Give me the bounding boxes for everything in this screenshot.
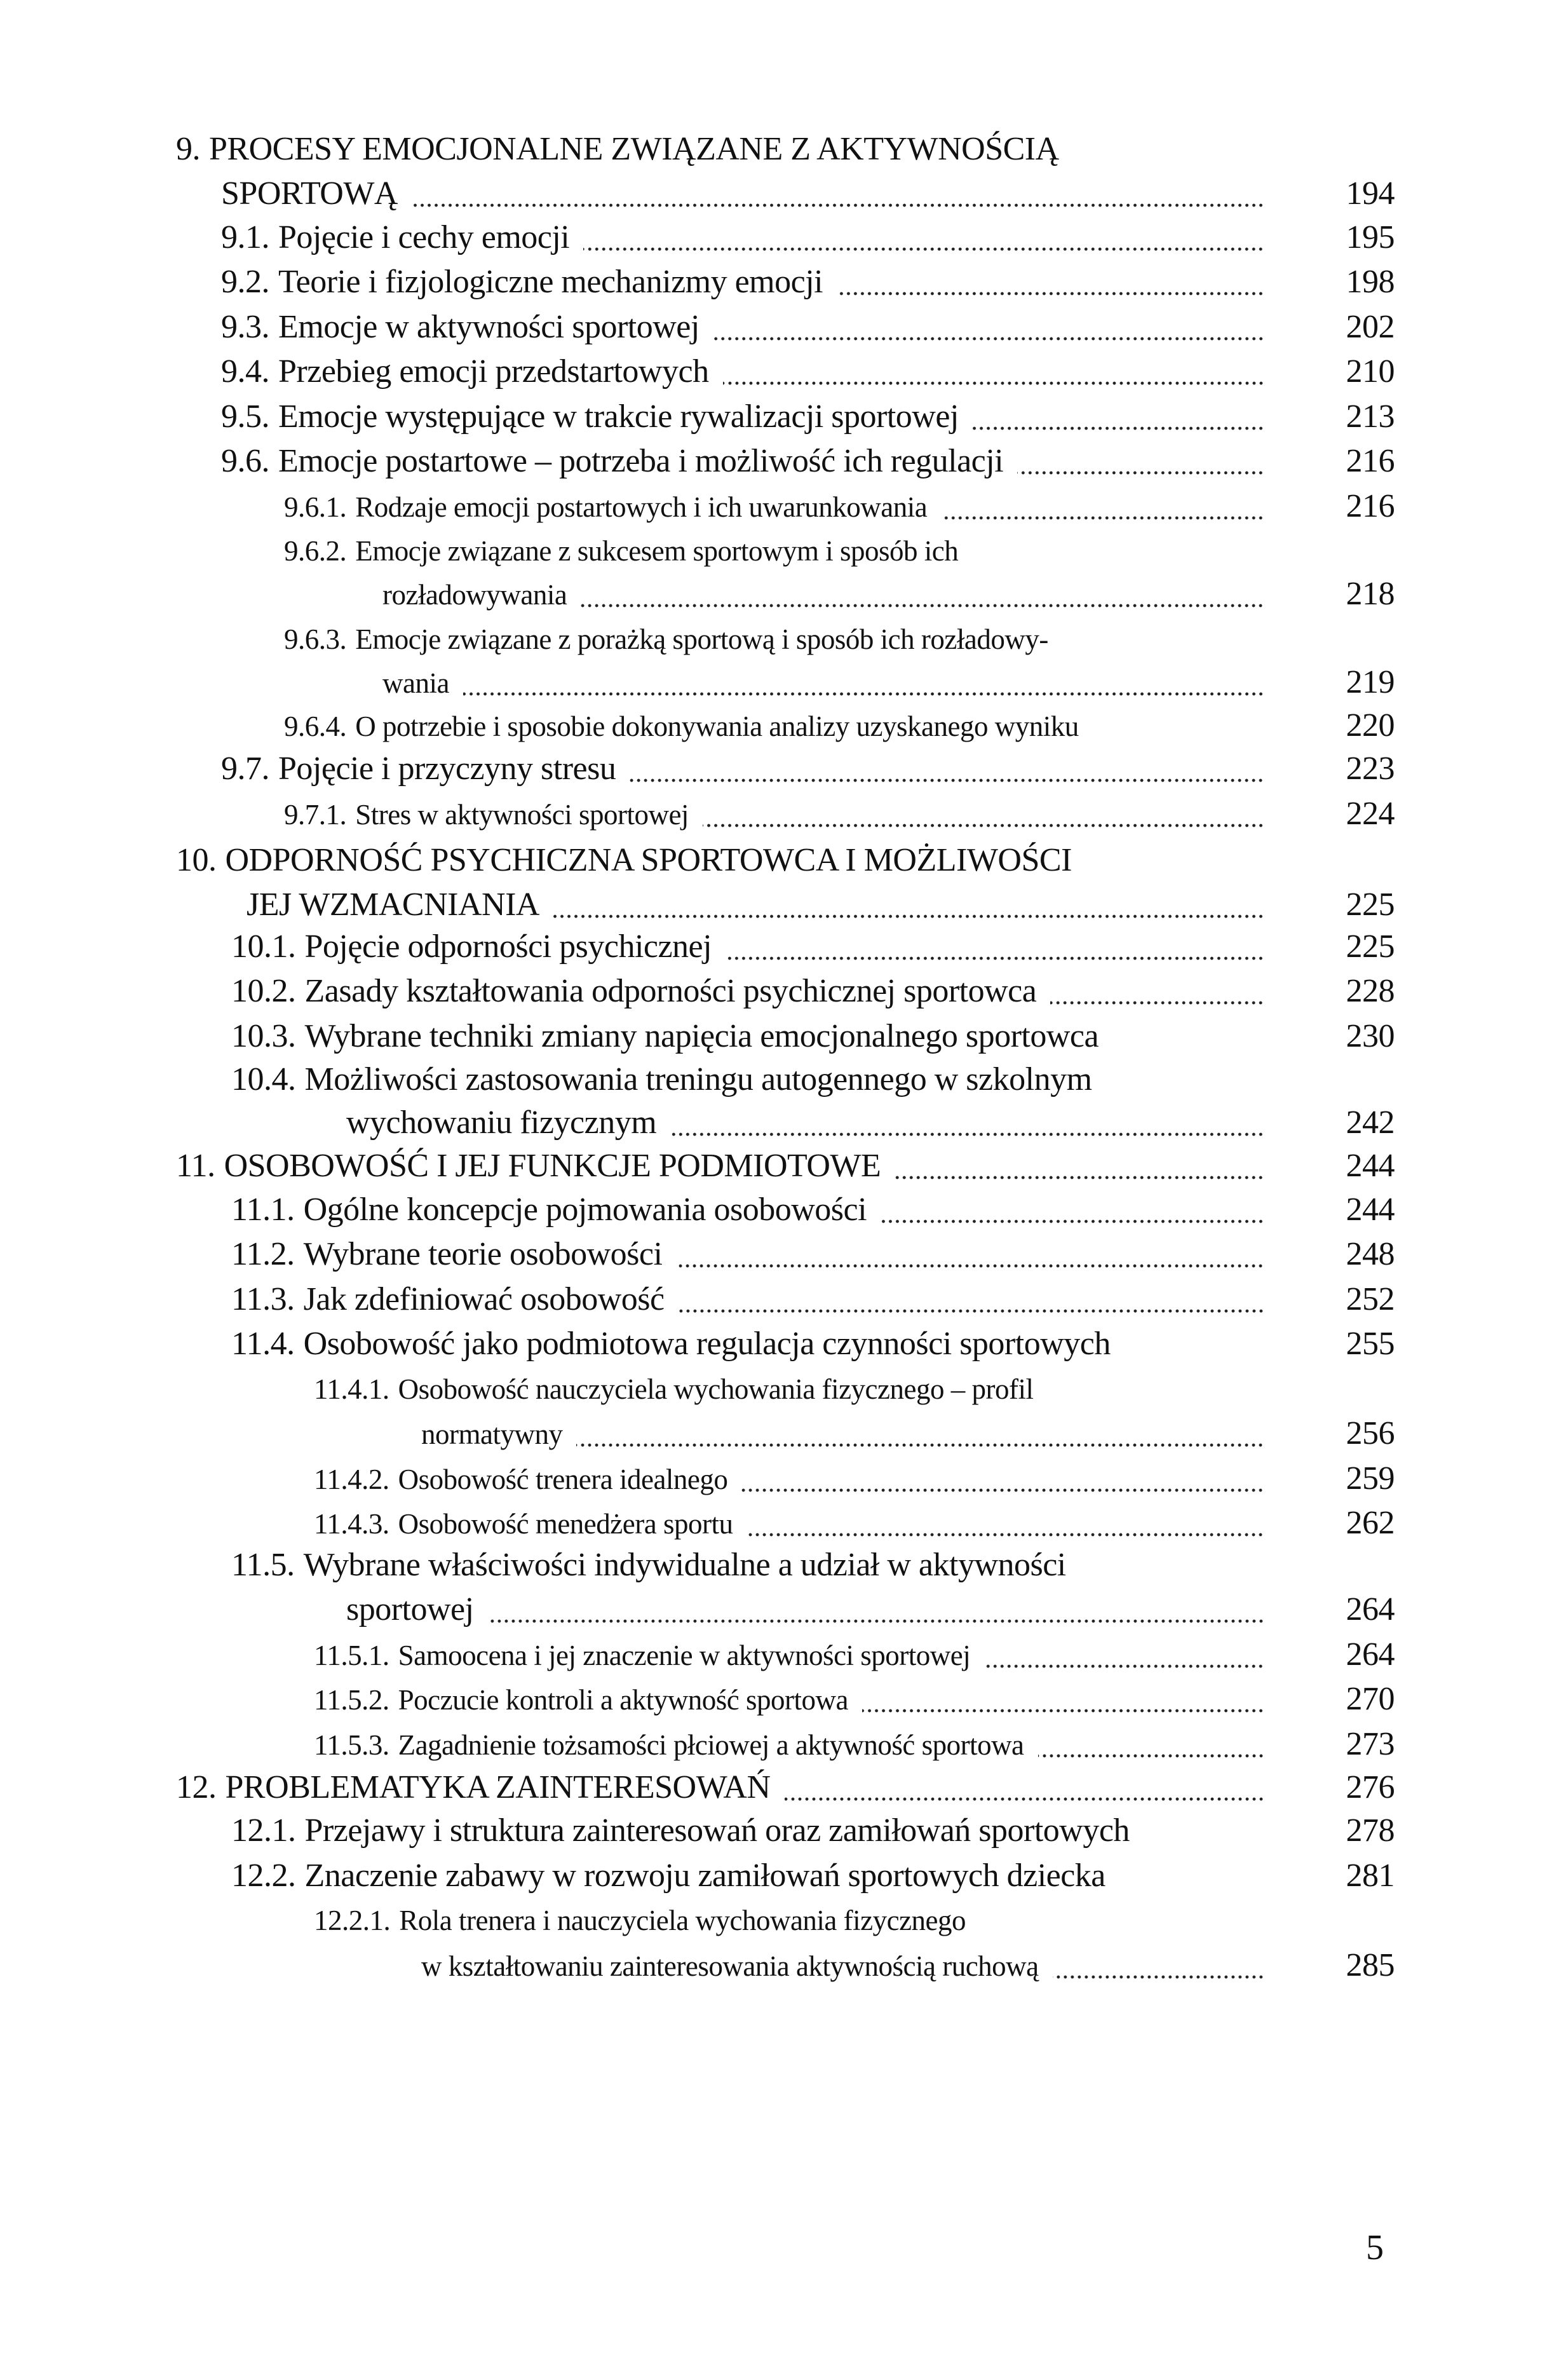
toc-entry-title: Wybrane teorie osobowości bbox=[303, 1236, 663, 1272]
dot-leader bbox=[1017, 470, 1264, 476]
toc-entry[interactable] bbox=[421, 1943, 1395, 1988]
dot-leader bbox=[1038, 1753, 1264, 1759]
dot-leader bbox=[1144, 1839, 1264, 1845]
toc-entry-title: Samoocena i jej znaczenie w aktywności sportowej bbox=[398, 1640, 971, 1671]
dot-leader bbox=[488, 1618, 1264, 1624]
dot-leader bbox=[679, 1308, 1264, 1314]
toc-entry-title-continued: wychowaniu fizycznym bbox=[346, 1104, 657, 1141]
dot-leader bbox=[837, 290, 1264, 297]
dot-leader bbox=[862, 1708, 1264, 1714]
toc-entry[interactable] bbox=[176, 127, 1395, 172]
toc-entry[interactable] bbox=[176, 1144, 1395, 1188]
toc-entry-page: 219 bbox=[1346, 664, 1395, 700]
dot-leader bbox=[973, 425, 1264, 431]
toc-entry-page: 218 bbox=[1346, 576, 1395, 612]
toc-entry[interactable] bbox=[231, 1277, 1395, 1322]
toc-entry-page: 216 bbox=[1346, 488, 1395, 524]
toc-entry-number: 9.5. bbox=[221, 398, 269, 435]
toc-entry-number: 10.2. bbox=[231, 973, 296, 1009]
toc-entry-number: 9.6.2. bbox=[284, 535, 347, 567]
toc-entry[interactable] bbox=[314, 1367, 1395, 1411]
dot-leader bbox=[583, 246, 1264, 252]
dot-leader bbox=[1119, 1884, 1264, 1891]
toc-entry-page: 202 bbox=[1346, 309, 1395, 345]
toc-entry-number: 10.1. bbox=[231, 928, 296, 965]
toc-entry-title: OSOBOWOŚĆ I JEJ FUNKCJE PODMIOTOWE bbox=[224, 1148, 881, 1184]
toc-entry-page: 244 bbox=[1346, 1192, 1395, 1228]
toc-entry[interactable] bbox=[231, 1322, 1395, 1366]
toc-entry-page: 285 bbox=[1346, 1947, 1395, 1983]
toc-entry-page: 198 bbox=[1346, 264, 1395, 300]
toc-entry-page: 256 bbox=[1346, 1415, 1395, 1451]
toc-entry-number: 11.5.3. bbox=[314, 1729, 389, 1761]
dot-leader bbox=[1050, 1000, 1264, 1006]
toc-entry[interactable] bbox=[382, 660, 1395, 705]
toc-entry[interactable] bbox=[221, 305, 1395, 350]
dot-leader bbox=[412, 202, 1264, 208]
toc-entry-title: Zagadnienie tożsamości płciowej a aktywność sportowa bbox=[398, 1729, 1024, 1761]
toc-entry-title: Pojęcie i przyczyny stresu bbox=[278, 751, 616, 787]
toc-entry-page: 276 bbox=[1346, 1769, 1395, 1805]
toc-entry-number: 10.3. bbox=[231, 1018, 296, 1054]
toc-entry-page: 194 bbox=[1346, 175, 1395, 212]
toc-entry-title: Emocje w aktywności sportowej bbox=[278, 309, 700, 345]
toc-entry-number: 9. bbox=[176, 131, 200, 167]
toc-entry-title-continued: rozładowywania bbox=[382, 579, 567, 611]
page-number: 5 bbox=[1366, 2228, 1384, 2267]
toc-entry-number: 11.1. bbox=[231, 1192, 295, 1228]
toc-entry-title-continued: SPORTOWĄ bbox=[221, 175, 398, 212]
toc-entry-number: 9.7.1. bbox=[284, 799, 347, 831]
dot-leader bbox=[723, 380, 1264, 386]
toc-entry[interactable] bbox=[284, 703, 1395, 748]
toc-entry-number: 10.4. bbox=[231, 1061, 296, 1097]
toc-entry-page: 278 bbox=[1346, 1812, 1395, 1849]
toc-entry-number: 11.4. bbox=[231, 1326, 295, 1362]
toc-entry-page: 281 bbox=[1346, 1858, 1395, 1894]
toc-entry-title: Przebieg emocji przedstartowych bbox=[278, 353, 709, 390]
toc-entry[interactable] bbox=[231, 1232, 1395, 1277]
toc-entry-page: 262 bbox=[1346, 1505, 1395, 1541]
toc-entry-number: 9.7. bbox=[221, 751, 269, 787]
toc-entry[interactable] bbox=[382, 572, 1395, 616]
toc-entry[interactable] bbox=[221, 395, 1395, 439]
toc-entry-title: Osobowość nauczyciela wychowania fizycznego – profil bbox=[398, 1373, 1034, 1405]
dot-leader bbox=[881, 1218, 1264, 1225]
dot-leader bbox=[581, 602, 1264, 609]
toc-entry[interactable] bbox=[247, 883, 1395, 927]
toc-entry-title: Osobowość jako podmiotowa regulacja czynności sportowych bbox=[303, 1326, 1111, 1362]
toc-entry-page: 248 bbox=[1346, 1236, 1395, 1272]
toc-entry-number: 12. bbox=[176, 1769, 217, 1805]
dot-leader bbox=[1112, 1045, 1264, 1051]
toc-entry-title: Zasady kształtowania odporności psychicznej sportowca bbox=[304, 973, 1037, 1009]
toc-entry[interactable] bbox=[176, 838, 1395, 883]
toc-entry[interactable] bbox=[314, 1898, 1395, 1943]
toc-entry-page: 224 bbox=[1346, 796, 1395, 832]
toc-entry-page: 220 bbox=[1346, 707, 1395, 744]
toc-entry[interactable] bbox=[284, 484, 1395, 529]
toc-entry-number: 9.6.1. bbox=[284, 491, 347, 523]
toc-entry-number: 9.6.3. bbox=[284, 623, 347, 655]
toc-entry-title: Ogólne koncepcje pojmowania osobowości bbox=[303, 1192, 867, 1228]
toc-entry[interactable] bbox=[231, 925, 1395, 969]
toc-entry-page: 273 bbox=[1346, 1726, 1395, 1762]
toc-entry[interactable] bbox=[221, 439, 1395, 484]
toc-entry-number: 11.2. bbox=[231, 1236, 295, 1272]
toc-entry-title: Osobowość menedżera sportu bbox=[398, 1508, 733, 1540]
toc-entry-title: O potrzebie i sposobie dokonywania analizy uzyskanego wyniku bbox=[355, 710, 1079, 742]
toc-entry-title-continued: JEJ WZMACNIANIA bbox=[247, 886, 539, 923]
dot-leader bbox=[670, 1131, 1264, 1138]
toc-entry-page: 228 bbox=[1346, 973, 1395, 1009]
toc-entry[interactable] bbox=[231, 1014, 1395, 1059]
toc-entry-page: 213 bbox=[1346, 398, 1395, 435]
toc-entry-page: 195 bbox=[1346, 219, 1395, 255]
toc-entry[interactable] bbox=[176, 1765, 1395, 1810]
toc-entry-number: 11.5. bbox=[231, 1547, 295, 1583]
toc-entry-page: 264 bbox=[1346, 1636, 1395, 1673]
dot-leader bbox=[576, 1442, 1264, 1448]
toc-entry[interactable] bbox=[284, 617, 1395, 662]
toc-entry-number: 11.4.1. bbox=[314, 1373, 389, 1405]
toc-entry-page: 225 bbox=[1346, 886, 1395, 923]
dot-leader bbox=[785, 1796, 1265, 1802]
toc-entry[interactable] bbox=[284, 792, 1395, 836]
toc-entry[interactable] bbox=[346, 1101, 1395, 1145]
toc-entry-number: 11.5.1. bbox=[314, 1640, 389, 1671]
toc-entry[interactable] bbox=[231, 1854, 1395, 1898]
toc-entry[interactable] bbox=[231, 1057, 1395, 1102]
toc-entry-title: Teorie i fizjologiczne mechanizmy emocji bbox=[278, 264, 823, 300]
toc-entry-number: 11.4.3. bbox=[314, 1508, 389, 1540]
dot-leader bbox=[676, 1263, 1264, 1269]
toc-entry-title-continued: sportowej bbox=[346, 1591, 474, 1627]
toc-entry-number: 9.1. bbox=[221, 219, 269, 255]
toc-entry-page: 242 bbox=[1346, 1104, 1395, 1141]
dot-leader bbox=[630, 777, 1264, 784]
dot-leader bbox=[741, 1487, 1264, 1493]
toc-entry[interactable] bbox=[231, 1543, 1395, 1587]
toc-entry[interactable] bbox=[221, 747, 1395, 791]
toc-entry-title: Emocje związane z sukcesem sportowym i sposób ich bbox=[355, 535, 959, 567]
dot-leader bbox=[703, 822, 1264, 829]
toc-entry-title: Poczucie kontroli a aktywność sportowa bbox=[398, 1684, 848, 1716]
toc-entry-page: 223 bbox=[1346, 751, 1395, 787]
toc-entry-number: 9.4. bbox=[221, 353, 269, 390]
dot-leader bbox=[553, 913, 1264, 920]
dot-leader bbox=[895, 1174, 1264, 1181]
toc-entry[interactable] bbox=[221, 350, 1395, 394]
toc-entry-title: Rodzaje emocji postartowych i ich uwarunkowania bbox=[355, 491, 928, 523]
toc-entry-page: 230 bbox=[1346, 1018, 1395, 1054]
toc-entry-number: 11.3. bbox=[231, 1281, 295, 1317]
toc-entry-title: Emocje postartowe – potrzeba i możliwość ich regulacji bbox=[278, 443, 1004, 479]
toc-entry[interactable] bbox=[314, 1722, 1395, 1767]
toc-entry-title: Przejawy i struktura zainteresowań oraz zamiłowań sportowych bbox=[304, 1812, 1130, 1849]
toc-entry-number: 9.6.4. bbox=[284, 710, 347, 742]
toc-entry-title: Znaczenie zabawy w rozwoju zamiłowań sportowych dziecka bbox=[304, 1858, 1105, 1894]
toc-entry-title: Emocje występujące w trakcie rywalizacji sportowej bbox=[278, 398, 959, 435]
toc-entry-title: PROCESY EMOCJONALNE ZWIĄZANE Z AKTYWNOŚCIĄ bbox=[209, 131, 1059, 167]
toc-entry-number: 11.5.2. bbox=[314, 1684, 389, 1716]
toc-entry-number: 9.2. bbox=[221, 264, 269, 300]
toc-entry-page: 210 bbox=[1346, 353, 1395, 390]
toc-entry-title: Wybrane właściwości indywidualne a udział w aktywności bbox=[303, 1547, 1066, 1583]
toc-entry-title-continued: wania bbox=[382, 667, 449, 699]
toc-entry-page: 255 bbox=[1346, 1326, 1395, 1362]
toc-entry[interactable] bbox=[231, 969, 1395, 1014]
toc-entry-number: 9.6. bbox=[221, 443, 269, 479]
toc-entry-page: 225 bbox=[1346, 928, 1395, 965]
toc-entry-number: 11.4.2. bbox=[314, 1464, 389, 1495]
toc-entry-title: Emocje związane z porażką sportową i sposób ich rozładowy- bbox=[355, 623, 1048, 655]
dot-leader bbox=[1053, 1974, 1264, 1980]
toc-entry-title: Osobowość trenera idealnego bbox=[398, 1464, 728, 1495]
dot-leader bbox=[747, 1532, 1264, 1538]
toc-entry[interactable] bbox=[314, 1677, 1395, 1722]
toc-entry-page: 264 bbox=[1346, 1591, 1395, 1627]
toc-entry-title: ODPORNOŚĆ PSYCHICZNA SPORTOWCA I MOŻLIWOŚCI bbox=[225, 842, 1072, 878]
toc-entry[interactable] bbox=[221, 172, 1395, 216]
dot-leader bbox=[726, 955, 1264, 961]
toc-entry-page: 252 bbox=[1346, 1281, 1395, 1317]
toc-entry-page: 216 bbox=[1346, 443, 1395, 479]
toc-entry[interactable] bbox=[314, 1633, 1395, 1677]
toc-entry-number: 9.3. bbox=[221, 309, 269, 345]
toc-entry-title: Jak zdefiniować osobowość bbox=[303, 1281, 665, 1317]
toc-entry[interactable] bbox=[231, 1188, 1395, 1232]
toc-entry-page: 244 bbox=[1346, 1148, 1395, 1184]
dot-leader bbox=[713, 336, 1264, 342]
toc-entry-title: Rola trenera i nauczyciela wychowania fizycznego bbox=[399, 1905, 966, 1936]
dot-leader bbox=[984, 1663, 1264, 1669]
toc-entry-title: Możliwości zastosowania treningu autogennego w szkolnym bbox=[304, 1061, 1092, 1097]
dot-leader bbox=[941, 515, 1264, 521]
toc-entry-title: Pojęcie odporności psychicznej bbox=[304, 928, 712, 965]
toc-entry-number: 10. bbox=[176, 842, 217, 878]
toc-entry[interactable] bbox=[231, 1809, 1395, 1853]
toc-entry-title-continued: normatywny bbox=[421, 1418, 563, 1450]
toc-entry[interactable] bbox=[421, 1411, 1395, 1456]
toc-entry-title: Stres w aktywności sportowej bbox=[355, 799, 689, 831]
toc-entry-title: Pojęcie i cechy emocji bbox=[278, 219, 570, 255]
toc-entry-page: 270 bbox=[1346, 1681, 1395, 1717]
toc-entry-number: 11. bbox=[176, 1148, 215, 1184]
toc-entry-number: 12.1. bbox=[231, 1812, 296, 1849]
toc-entry-title-continued: w kształtowaniu zainteresowania aktywnością ruchową bbox=[421, 1950, 1039, 1982]
toc-entry-number: 12.2.1. bbox=[314, 1905, 391, 1936]
toc-entry-number: 12.2. bbox=[231, 1858, 296, 1894]
toc-entry[interactable] bbox=[221, 260, 1395, 304]
toc-entry-title: Wybrane techniki zmiany napięcia emocjonalnego sportowca bbox=[304, 1018, 1099, 1054]
toc-entry-page: 259 bbox=[1346, 1460, 1395, 1497]
toc-entry[interactable] bbox=[346, 1587, 1395, 1632]
toc-entry-title: PROBLEMATYKA ZAINTERESOWAŃ bbox=[225, 1769, 771, 1805]
toc-entry[interactable] bbox=[221, 215, 1395, 260]
toc-entry[interactable] bbox=[314, 1501, 1395, 1545]
toc-entry[interactable] bbox=[314, 1457, 1395, 1501]
dot-leader bbox=[1125, 1352, 1264, 1359]
toc-entry[interactable] bbox=[284, 529, 1395, 573]
dot-leader bbox=[1093, 734, 1264, 740]
dot-leader bbox=[463, 691, 1264, 697]
